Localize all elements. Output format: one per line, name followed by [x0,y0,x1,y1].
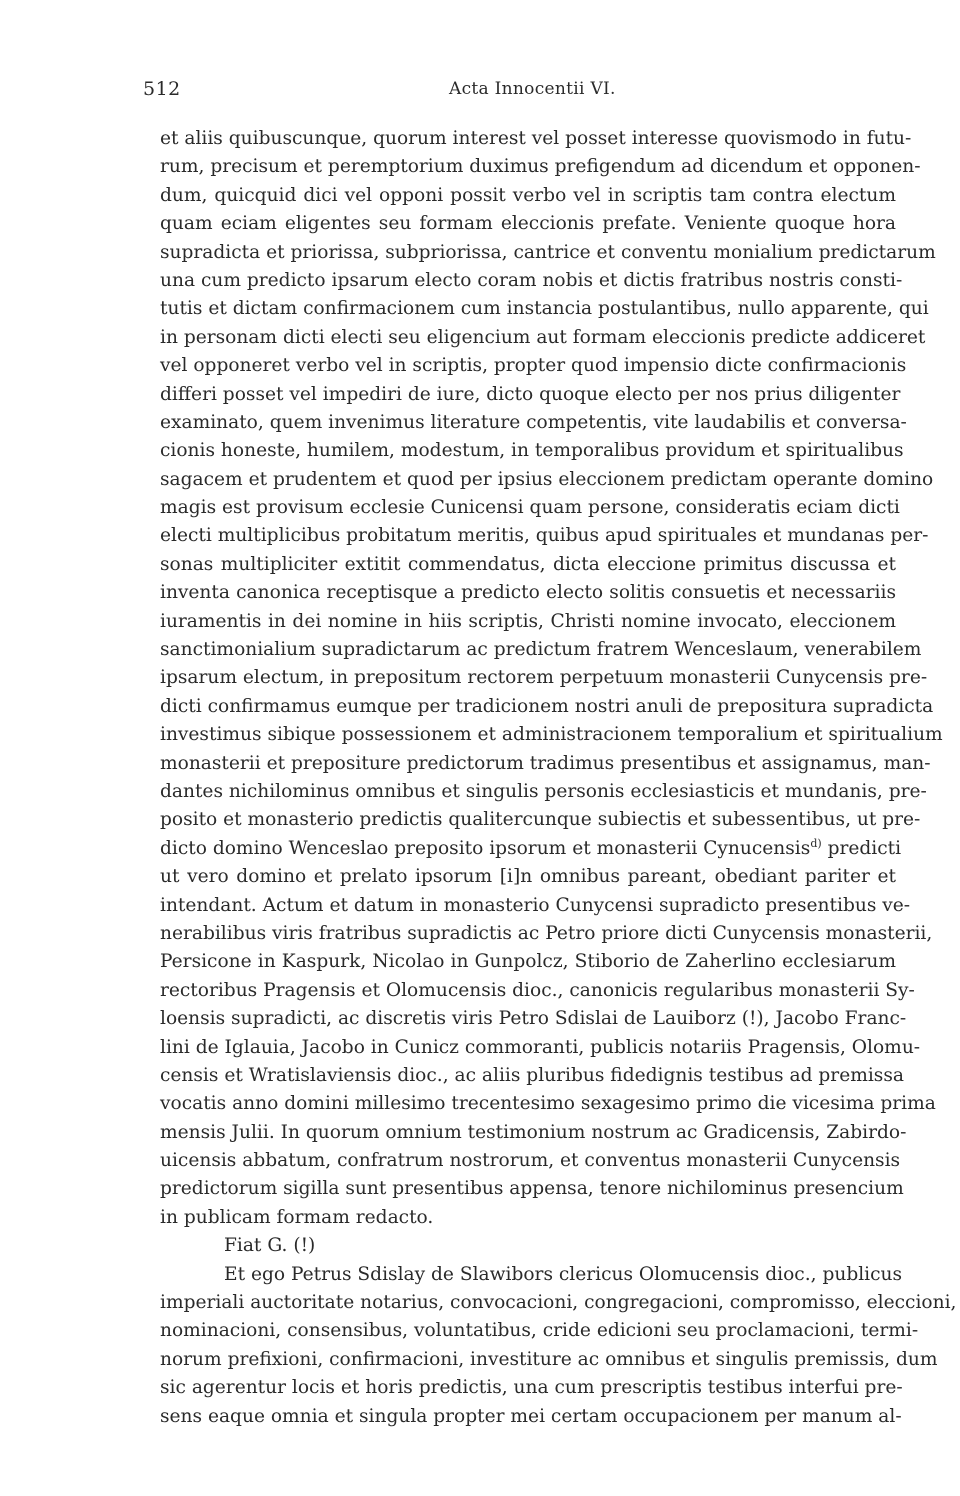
text-line: imperiali auctoritate notarius, convocacioni, congregacioni, compromisso, eleccioni, [160,1292,957,1314]
text-line: intendant. Actum et datum in monasterio Cunycensi supradicto presentibus ve- [160,894,911,916]
text-line: Et ego Petrus Sdislay de Slawibors clericus Olomucensis dioc., publicus [224,1263,903,1285]
running-head: Acta Innocentii VI. [449,79,616,99]
text-line: in personam dicti electi seu eligencium aut formam eleccionis predicte addiceret [160,326,926,348]
text-line: rum, precisum et peremptorium duximus prefigendum ad dicendum et opponen- [160,156,921,178]
footnote-reference: d) [810,836,822,850]
text-line: lini de Iglauia, Jacobo in Cunicz commoranti, publicis notariis Pragensis, Olomu- [160,1036,921,1058]
text-line: et aliis quibuscunque, quorum interest vel posset interesse quovismodo in futu- [160,128,912,149]
text-line: rectoribus Pragensis et Olomucensis dioc., canonicis regularibus monasterii Sy- [160,979,915,1001]
text-line: supradicta et priorissa, subpriorissa, cantrice et conventu monialium predictarum [160,241,936,263]
text-line: mensis Julii. In quorum omnium testimonium nostrum ac Gradicensis, Zabirdo- [160,1121,907,1143]
text-line-with-footnote [160,835,902,863]
text-line: inventa canonica receptisque a predicto electo solitis consuetis et necessariis [160,582,896,604]
text-line-end: predicti [827,837,902,859]
text-line: nominacioni, consensibus, voluntatibus, cride edicioni seu proclamacioni, termi- [160,1320,919,1342]
text-line: electi multiplicibus probitatum meritis, quibus apud spirituales et mundanas per- [160,525,929,547]
text-line: sagacem et prudentem et quod per ipsius eleccionem predictam operante domino [160,468,934,490]
text-line: magis est provisum ecclesie Cunicensi quam persone, consideratis eciam dicti [160,497,900,519]
text-line: sic agerentur locis et horis predictis, una cum prescriptis testibus interfui pre- [160,1377,903,1399]
text-line-start: dicto domino Wenceslao preposito ipsorum et monasterii Cynucensis [160,837,811,859]
text-line: differi posset vel impediri de iure, dicto quoque electo per nos prius diligenter [160,383,901,405]
text-line: dantes nichilominus omnibus et singulis personis ecclesiasticis et mundanis, pre- [160,780,927,802]
text-line: vel opponeret verbo vel in scriptis, propter quod impensio dicte confirmacionis [160,355,907,377]
text-line: tutis et dictam confirmacionem cum instancia postulantibus, nullo apparente, qui [160,298,929,320]
text-line: iuramentis in dei nomine in hiis scriptis, Christi nomine invocato, eleccionem [160,610,896,632]
body-text [160,125,957,1431]
text-line: una cum predicto ipsarum electo coram nobis et dictis fratribus nostris consti- [160,269,903,291]
text-line: ipsarum electum, in prepositum rectorem perpetuum monasterii Cunycensis pre- [160,667,928,689]
text-line: examinato, quem invenimus literature competentis, vite laudabilis et conversa- [160,411,907,433]
text-line: ut vero domino et prelato ipsorum [i]n omnibus pareant, obediant pariter et [160,866,896,888]
text-line: sonas multipliciter extitit commendatus, dicta eleccione primitus discussa et [160,553,896,575]
text-line: censis et Wratislaviensis dioc., ac aliis pluribus fidedignis testibus ad premissa [160,1064,904,1086]
text-line: in publicam formam redacto. [160,1206,434,1228]
text-line: nerabilibus viris fratribus supradictis ac Petro priore dicti Cunycensis monasterii, [160,922,933,944]
text-line: cionis honeste, humilem, modestum, in temporalibus providum et spiritualibus [160,440,904,462]
page-number: 512 [143,78,181,100]
text-line: predictorum sigilla sunt presentibus appensa, tenore nichilominus presencium [160,1178,904,1200]
text-line: investimus sibique possessionem et administracionem temporalium et spiritualium [160,724,943,746]
text-line: dum, quicquid dici vel opponi possit verbo vel in scriptis tam contra electum [160,184,896,206]
text-line: dicti confirmamus eumque per tradicionem nostri anuli de prepositura supradicta [160,695,934,717]
signature-line: Fiat G. (!) [224,1235,316,1257]
text-line: vocatis anno domini millesimo trecentesimo sexagesimo primo die vicesima prima [160,1093,936,1115]
text-line: posito et monasterio predictis qualitercunque subiectis et subessentibus, ut pre- [160,809,921,831]
text-line: quam eciam eligentes seu formam eleccionis prefate. Veniente quoque hora [160,213,896,235]
text-line: norum prefixioni, confirmacioni, investiture ac omnibus et singulis premissis, dum [160,1348,938,1370]
text-line: Persicone in Kaspurk, Nicolao in Gunpolcz, Stiborio de Zaherlino ecclesiarum [160,951,896,973]
text-line: sens eaque omnia et singula propter mei certam occupacionem per manum al- [160,1405,902,1427]
text-line: uicensis abbatum, confratrum nostrorum, et conventus monasterii Cunycensis [160,1150,901,1172]
page-header [143,78,903,108]
text-line: loensis supradicti, ac discretis viris Petro Sdislai de Lauiborz (!), Jacobo Franc- [160,1008,907,1030]
text-line: monasterii et prepositure predictorum tradimus presentibus et assignamus, man- [160,752,931,774]
text-line: sanctimonialium supradictarum ac predictum fratrem Wenceslaum, venerabilem [160,639,922,661]
